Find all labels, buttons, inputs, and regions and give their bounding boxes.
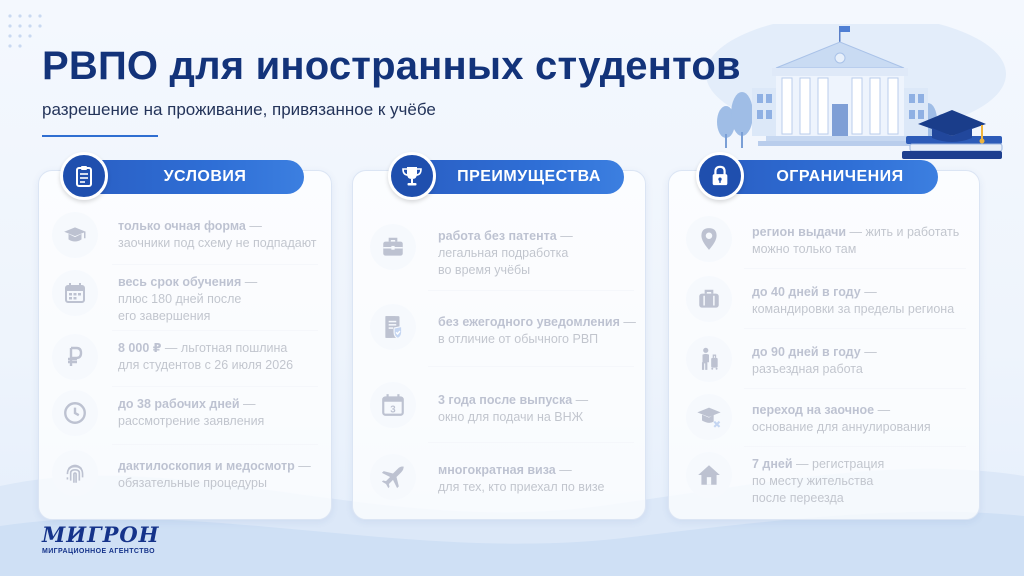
conditions-title: УСЛОВИЯ xyxy=(82,160,304,194)
page-title: РВПО для иностранных студентов xyxy=(42,44,741,88)
advantages-panel xyxy=(352,170,646,520)
logo-tagline: МИГРАЦИОННОЕ АГЕНТСТВО xyxy=(42,548,156,555)
trophy-icon xyxy=(388,152,436,200)
conditions-panel xyxy=(38,170,332,520)
logo-name: МИГРОН xyxy=(42,522,160,547)
advantages-header xyxy=(388,152,628,200)
restrictions-header xyxy=(696,152,942,200)
university-building-illustration xyxy=(696,24,1016,164)
conditions-header xyxy=(60,152,308,200)
brand-logo xyxy=(42,522,160,555)
advantages-title: ПРЕИМУЩЕСТВА xyxy=(410,160,624,194)
clipboard-icon xyxy=(60,152,108,200)
restrictions-panel xyxy=(668,170,980,520)
restrictions-title: ОГРАНИЧЕНИЯ xyxy=(718,160,938,194)
title-underline xyxy=(42,135,158,137)
page-subtitle: разрешение на проживание, привязанное к учёбе xyxy=(42,100,436,119)
lock-icon xyxy=(696,152,744,200)
